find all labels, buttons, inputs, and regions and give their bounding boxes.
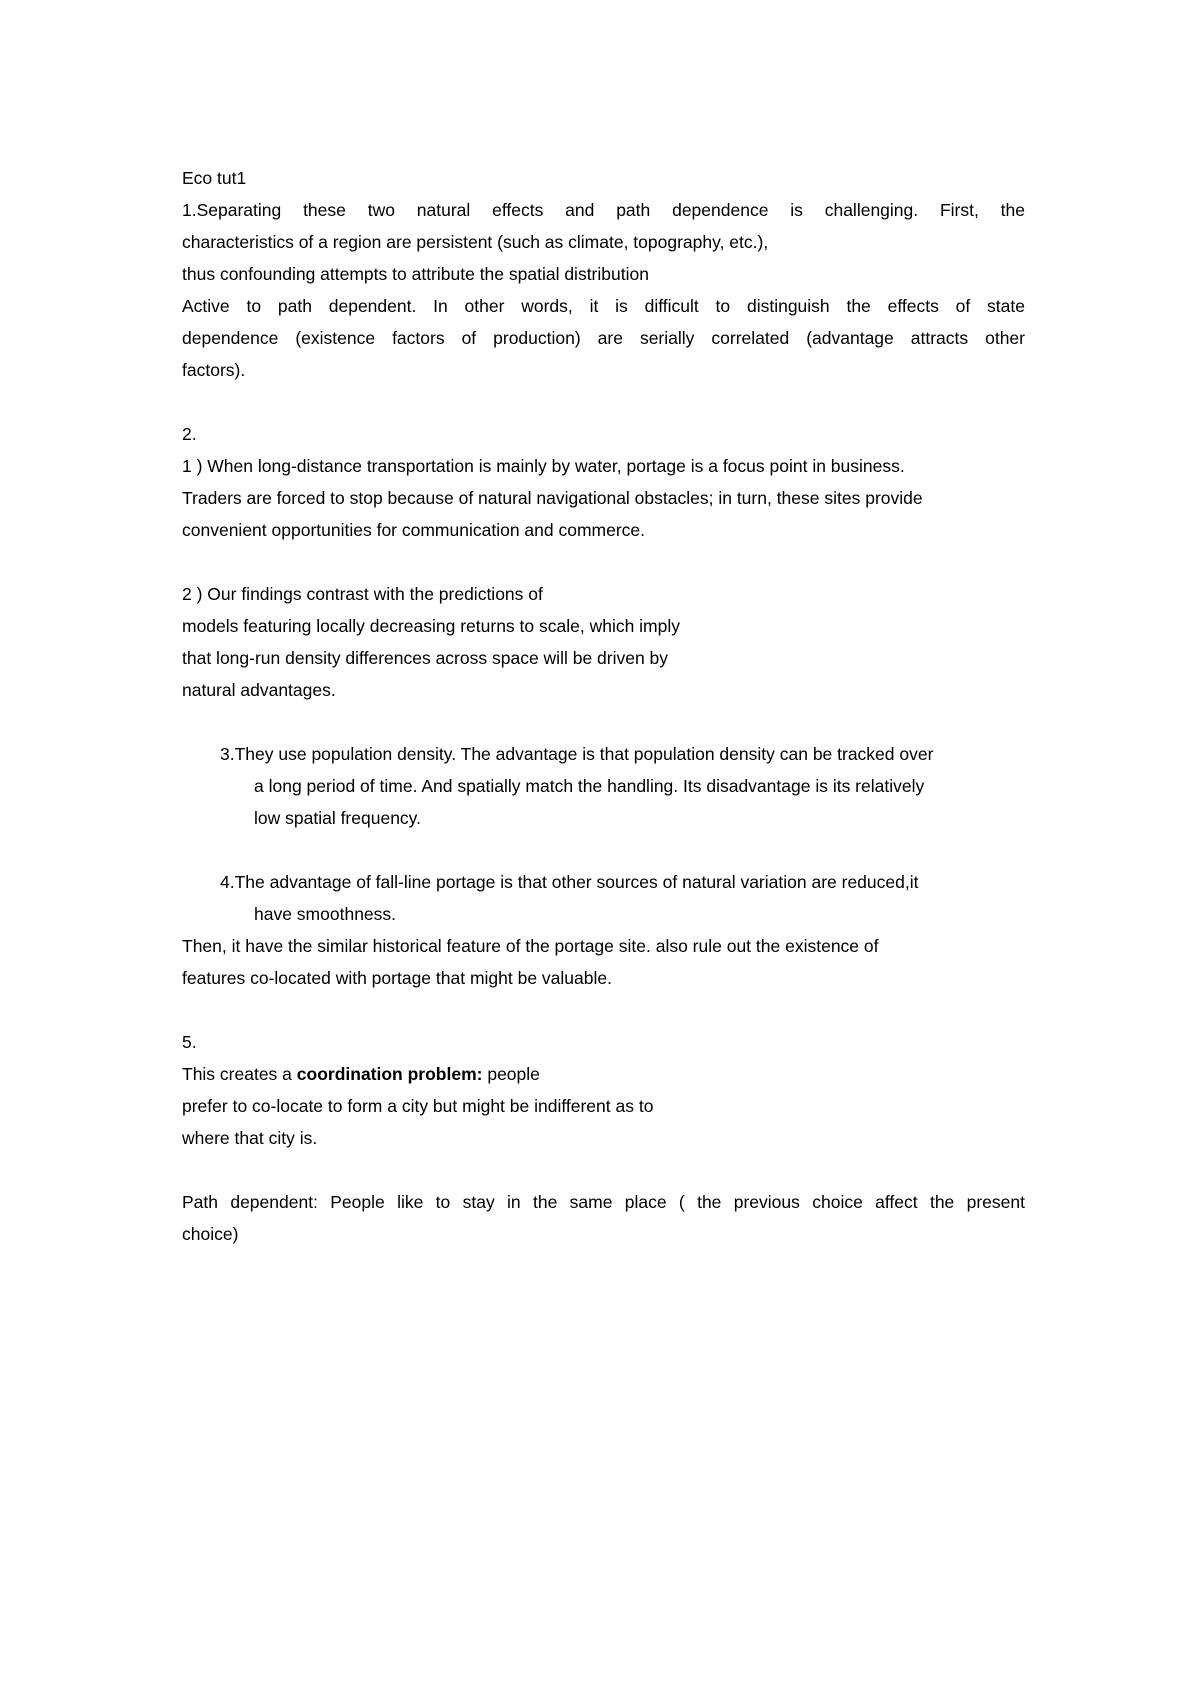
q5-line-1-bold: coordination problem:	[296, 1064, 483, 1084]
path-dependent-line-2: choice)	[182, 1224, 239, 1244]
spacer	[182, 834, 1025, 866]
q5-line-3: where that city is.	[182, 1128, 318, 1148]
q2-p2-line-1: 2 ) Our findings contrast with the predictions of	[182, 584, 543, 604]
q1-line-6: factors).	[182, 360, 246, 380]
q4-line-2: have smoothness.	[254, 904, 397, 924]
q5-line-2: prefer to co-locate to form a city but might be indifferent as to	[182, 1096, 654, 1116]
spacer	[182, 386, 1025, 418]
q5-line-1-post: people	[482, 1064, 540, 1084]
q1-line-5: dependence (existence factors of production) are serially correlated (advantage attracts other	[182, 328, 1025, 348]
document-title: Eco tut1	[182, 168, 247, 188]
q1-line-1: 1.Separating these two natural effects and path dependence is challenging. First, the	[182, 200, 1025, 220]
q2-p2-line-3: that long-run density differences across space will be driven by	[182, 648, 669, 668]
spacer	[182, 706, 1025, 738]
q5-line-1	[182, 1058, 1025, 1090]
q4-line-4: features co-located with portage that might be valuable.	[182, 968, 612, 988]
q5-line-1-pre: This creates a	[182, 1064, 297, 1084]
q4-line-3: Then, it have the similar historical feature of the portage site. also rule out the existence of	[182, 936, 879, 956]
q2-p2-line-4: natural advantages.	[182, 680, 336, 700]
document-body	[182, 162, 1025, 1250]
spacer	[182, 994, 1025, 1026]
path-dependent-line-1: Path dependent: People like to stay in the same place ( the previous choice affect the present	[182, 1192, 1025, 1212]
q3-line-3: low spatial frequency.	[254, 808, 421, 828]
q4-line-1: 4.The advantage of fall-line portage is that other sources of natural variation are reduced,it	[220, 872, 919, 892]
spacer	[182, 1154, 1025, 1186]
q5-number: 5.	[182, 1032, 197, 1052]
q2-p1-line-3: convenient opportunities for communication and commerce.	[182, 520, 646, 540]
q2-p1-line-2: Traders are forced to stop because of natural navigational obstacles; in turn, these sites provide	[182, 488, 923, 508]
q1-line-4: Active to path dependent. In other words, it is difficult to distinguish the effects of state	[182, 296, 1025, 316]
q2-p2-line-2: models featuring locally decreasing returns to scale, which imply	[182, 616, 681, 636]
spacer	[182, 546, 1025, 578]
q2-p1-line-1: 1 ) When long-distance transportation is mainly by water, portage is a focus point in business.	[182, 456, 905, 476]
q3-line-1: 3.They use population density. The advantage is that population density can be tracked over	[220, 744, 934, 764]
q1-line-3: thus confounding attempts to attribute the spatial distribution	[182, 264, 649, 284]
q2-number: 2.	[182, 424, 197, 444]
q1-line-2: characteristics of a region are persistent (such as climate, topography, etc.),	[182, 232, 769, 252]
q3-line-2: a long period of time. And spatially match the handling. Its disadvantage is its relatively	[254, 776, 925, 796]
